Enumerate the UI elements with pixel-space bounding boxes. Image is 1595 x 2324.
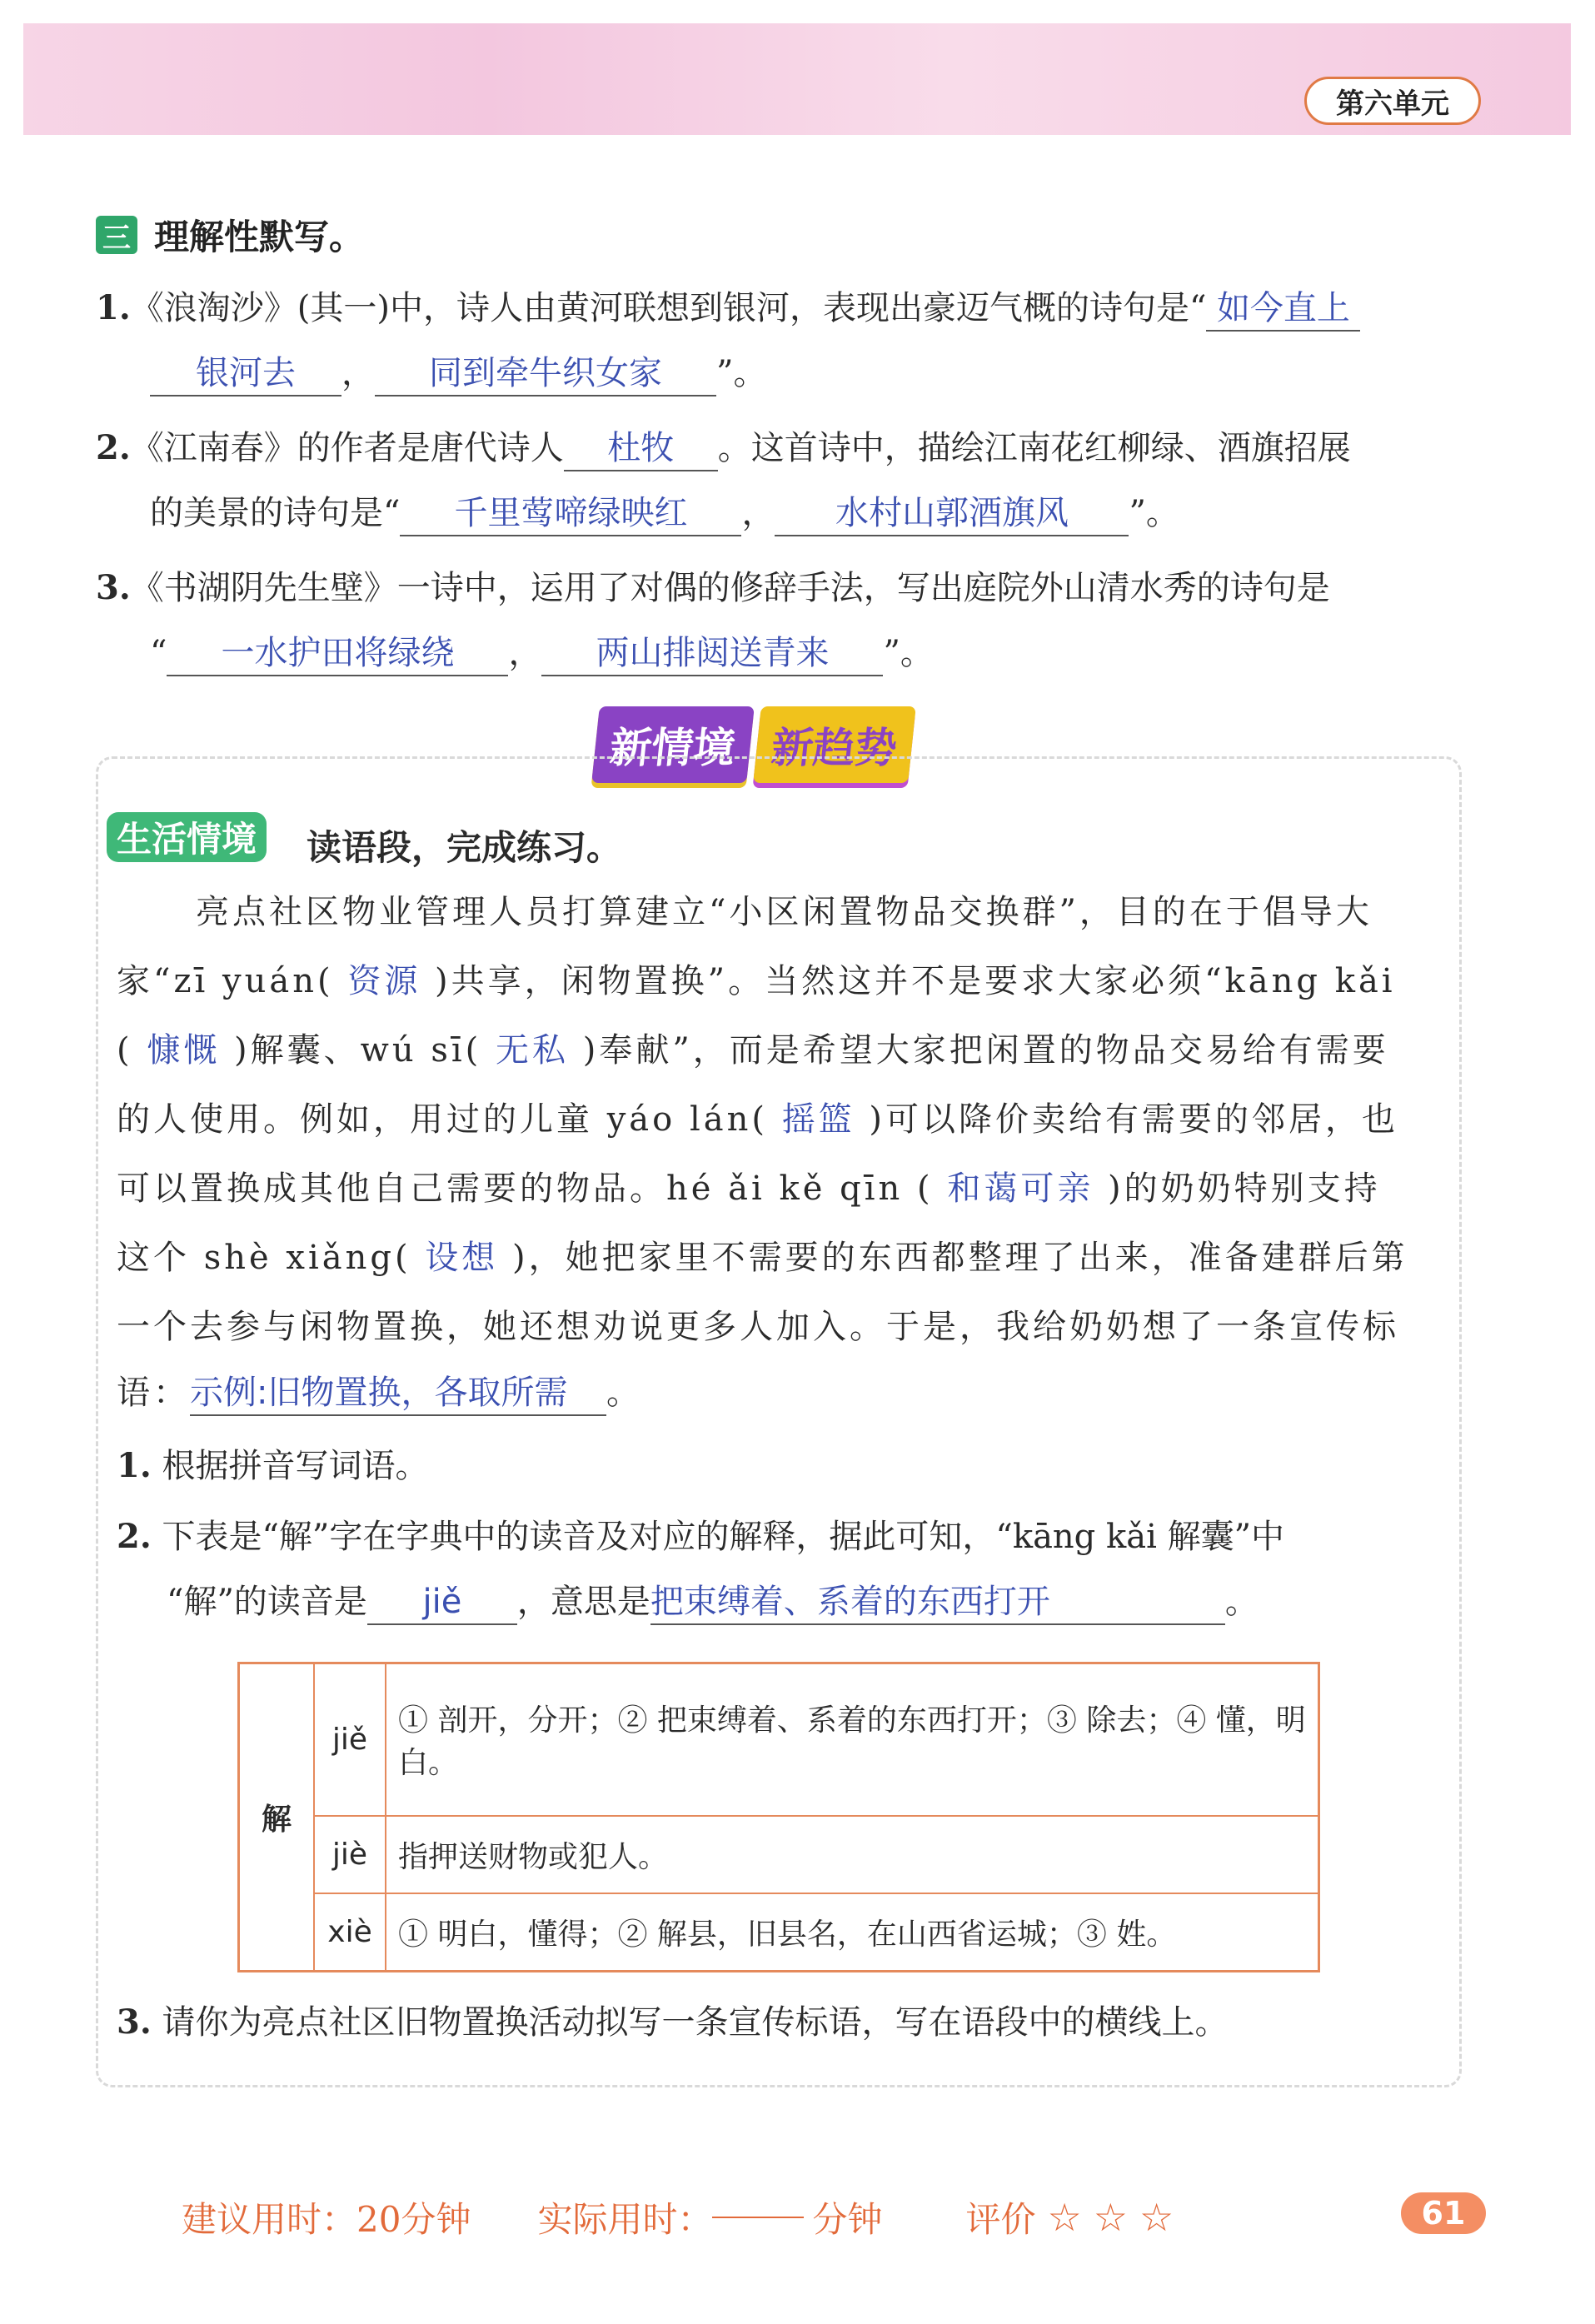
footer-timing [182,2192,1174,2242]
passage-line-2: 家“zī yuán( 资源 )共享，闲物置换”。当然这并不是要求大家必须“kāng kǎi [117,962,1396,1000]
sub-question-2-cont: “解”的读音是 jiě ，意思是把束缚着、系着的东西打开 。 [167,1585,1259,1625]
passage-line-7: 一个去参与闲物置换，她还想劝说更多人加入。于是，我给奶奶想了一条宣传标 [117,1308,1399,1346]
answer-1a[interactable]: 如今直上 [1206,292,1360,332]
answer-2-author[interactable]: 杜牧 [564,431,718,471]
passage-line-8: 语：示例:旧物置换，各取所需 。 [117,1376,643,1416]
star-icon[interactable]: ☆ [1047,2195,1082,2240]
sub-question-3: 3. 请你为亮点社区旧物置换活动拟写一条宣传标语，写在语段中的横线上。 [117,2002,1229,2042]
answer-3a[interactable]: 一水护田将绿绕 [167,636,508,676]
passage-line-6: 这个 shè xiǎng( 设想 )，她把家里不需要的东西都整理了出来，准备建群后第 [117,1239,1408,1277]
answer-2b[interactable]: 水村山郭酒旗风 [775,496,1129,536]
blank-yaolan[interactable]: 摇篮 [781,1100,855,1139]
slogan-answer[interactable]: 示例:旧物置换，各取所需 [190,1376,606,1416]
question-1-cont: 银河去 ， 同到牵牛织女家 ”。 [150,357,766,396]
answer-pinyin[interactable]: jiě [367,1585,517,1625]
table-pinyin: jiè [314,1816,386,1893]
star-icon[interactable]: ☆ [1093,2195,1128,2240]
table-pinyin: jiě [314,1663,386,1816]
blank-shexiang[interactable]: 设想 [425,1239,499,1277]
question-3-cont: “ 一水护田将绿绕 ， 两山排闼送青来 ”。 [150,636,934,676]
actual-time-label: 实际用时： [537,2199,713,2240]
table-meaning: 指押送财物或犯人。 [386,1816,1319,1893]
passage-line-1: 亮点社区物业管理人员打算建立“小区闲置物品交换群”，目的在于倡导大 [196,893,1373,931]
table-meaning: ① 剖开，分开；② 把束缚着、系着的东西打开；③ 除去；④ 懂，明白。 [386,1663,1319,1816]
unit-tag: 第六单元 [1304,77,1481,125]
table-row [239,1893,1319,1972]
blank-kangkai[interactable]: 慷慨 [147,1031,221,1070]
rating-label: 评价 [965,2199,1036,2240]
table-pinyin: xiè [314,1893,386,1972]
blank-ziyuan[interactable]: 资源 [347,962,421,1000]
passage-line-5: 可以置换成其他自己需要的物品。hé ǎi kě qīn ( 和蔼可亲 )的奶奶特别支持 [117,1169,1381,1208]
question-2-cont: 的美景的诗句是“ 千里莺啼绿映红 ， 水村山郭酒旗风 ”。 [150,496,1179,536]
table-char: 解 [239,1663,315,1972]
table-meaning: ① 明白，懂得；② 解县，旧县名，在山西省运城；③ 姓。 [386,1893,1319,1972]
section-title: 理解性默写。 [154,217,365,257]
question-1: 1.《浪淘沙》(其一)中，诗人由黄河联想到银河，表现出豪迈气概的诗句是“ 如今直上 [96,292,1360,332]
page-number: 61 [1401,2192,1486,2234]
table-row [239,1663,1319,1816]
passage-line-4: 的人使用。例如，用过的儿童 yáo lán( 摇篮 )可以降价卖给有需要的邻居，也 [117,1100,1399,1139]
question-2: 2.《江南春》的作者是唐代诗人 杜牧 。这首诗中，描绘江南花红柳绿、酒旗招展 [96,431,1351,471]
sub-question-2: 2. 下表是“解”字在字典中的读音及对应的解释，据此可知，“kāng kǎi 解囊”中 [117,1517,1285,1556]
dictionary-table [237,1662,1320,1972]
answer-1c[interactable]: 同到牵牛织女家 [375,357,716,396]
banner-part-2: 新趋势 [753,706,916,783]
sub-question-1: 1. 根据拼音写词语。 [117,1446,429,1485]
star-icon[interactable]: ☆ [1139,2195,1174,2240]
blank-wusi[interactable]: 无私 [496,1031,570,1070]
actual-time-blank[interactable] [712,2217,804,2218]
answer-meaning[interactable]: 把束缚着、系着的东西打开 [650,1585,1225,1625]
section-3-heading [96,210,364,260]
answer-1b[interactable]: 银河去 [150,357,341,396]
section-number-badge: 三 [96,216,137,254]
answer-2a[interactable]: 千里莺啼绿映红 [400,496,741,536]
life-situation-tag: 生活情境 [107,812,267,862]
banner-part-1: 新情境 [591,706,755,783]
suggested-time: 建议用时：20分钟 [182,2199,471,2240]
answer-3b[interactable]: 两山排闼送青来 [541,636,883,676]
table-row [239,1816,1319,1893]
passage-line-3: ( 慷慨 )解囊、wú sī( 无私 )奉献”，而是希望大家把闲置的物品交易给有需要 [117,1031,1389,1070]
actual-time-unit: 分钟 [812,2199,883,2240]
question-3: 3.《书湖阴先生壁》一诗中，运用了对偶的修辞手法，写出庭院外山清水秀的诗句是 [96,568,1330,607]
blank-heaikeqin[interactable]: 和蔼可亲 [947,1169,1094,1208]
life-instruction: 读语段，完成练习。 [307,827,622,868]
